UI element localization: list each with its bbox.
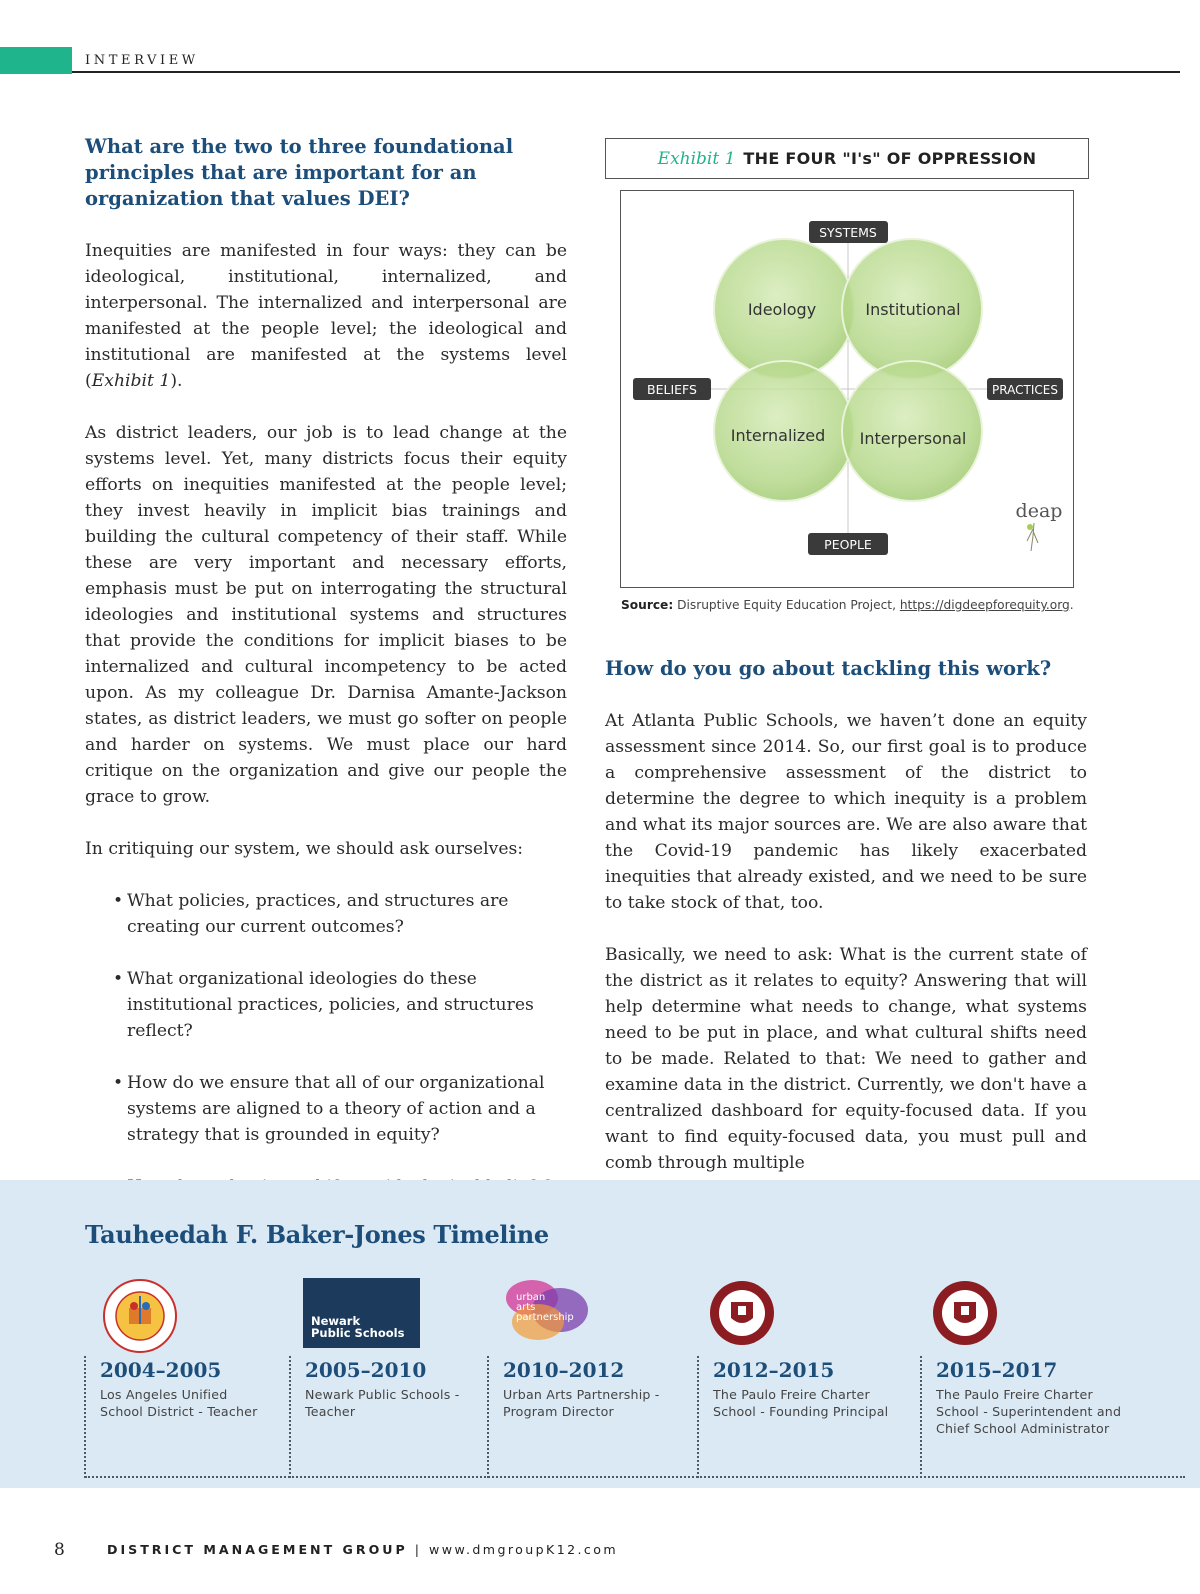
paragraph-1: Inequities are manifested in four ways: they can be ideological, institutional, internalized, and interpersonal. The internalized and interpersonal are manifested at the people level; the ideological and institutional are manifested at the systems level (Exhibit 1). xyxy=(85,241,567,391)
exhibit-title: THE FOUR "I's" OF OPPRESSION xyxy=(743,149,1037,168)
timeline-item xyxy=(289,1356,459,1478)
timeline-section xyxy=(0,1180,1200,1488)
page-number: 8 xyxy=(54,1540,65,1560)
paulo-freire-seal-logo-2 xyxy=(932,1280,998,1346)
urban-arts-partnership-logo xyxy=(502,1278,590,1348)
exhibit-diagram xyxy=(620,190,1074,588)
paragraph-2: As district leaders, our job is to lead change at the systems level. Yet, many districts focus their equity efforts on inequities manifested at the people level; they invest heavily in implicit bias trainings and building the cultural competency of their staff. While these are very important and necessary efforts, emphasis must be put on interrogating the structural ideologies and institutional systems and structures that provide the conditions for implicit biases to be internalized and cultural incompetency to be acted upon. As my colleague Dr. Darnisa Amante-Jackson states, as district leaders, we must go softer on people and harder on systems. We must place our hard critique on the organization and give our people the grace to grow. xyxy=(85,423,567,807)
left-column xyxy=(85,134,567,1226)
paulo-freire-seal-logo xyxy=(709,1280,775,1346)
timeline-description: Los Angeles Unified School District - Teacher xyxy=(100,1387,258,1419)
ideology-label: Ideology xyxy=(747,300,817,319)
svg-text:partnership: partnership xyxy=(516,1312,574,1323)
timeline-item xyxy=(487,1356,660,1478)
timeline-years: 2004–2005 xyxy=(100,1358,222,1382)
interpersonal-label: Interpersonal xyxy=(859,429,967,448)
systems-tag-text: SYSTEMS xyxy=(819,225,877,240)
svg-text:deap: deap xyxy=(1015,500,1063,522)
timeline-item xyxy=(697,1356,888,1478)
footer-url[interactable]: www.dmgroupK12.com xyxy=(429,1542,619,1557)
paragraph-3: In critiquing our system, we should ask ourselves: xyxy=(85,839,524,859)
timeline-title: Tauheedah F. Baker-Jones Timeline xyxy=(85,1220,549,1249)
list-item: • How do we ensure that all of our organizational systems are aligned to a theory of action and a strategy that is grounded in equity? xyxy=(113,1070,567,1148)
question-heading-1: What are the two to three foundational principles that are important for an organization that values DEI? xyxy=(85,135,514,210)
exhibit-title-box xyxy=(605,138,1089,179)
timeline-baseline xyxy=(85,1476,1185,1478)
question-list xyxy=(85,888,567,1200)
timeline-years: 2010–2012 xyxy=(503,1358,625,1382)
list-item: • What policies, practices, and structures are creating our current outcomes? xyxy=(113,888,567,940)
right-column xyxy=(605,656,1087,1176)
section-label: INTERVIEW xyxy=(85,53,199,68)
footer-org: DISTRICT MANAGEMENT GROUP xyxy=(107,1542,408,1557)
footer-text xyxy=(107,1542,618,1557)
list-item: • What organizational ideologies do these institutional practices, policies, and structures reflect? xyxy=(113,966,567,1044)
timeline-years: 2005–2010 xyxy=(305,1358,427,1382)
people-tag-text: PEOPLE xyxy=(824,537,872,552)
practices-tag-text: PRACTICES xyxy=(992,383,1058,397)
timeline-years: 2015–2017 xyxy=(936,1358,1058,1382)
header-rule xyxy=(72,71,1180,73)
exhibit-number: Exhibit 1 xyxy=(657,148,736,169)
timeline-description: Newark Public Schools - Teacher xyxy=(305,1387,460,1419)
timeline-description: The Paulo Freire Charter School - Superintendent and Chief School Administrator xyxy=(936,1387,1122,1436)
exhibit-reference: Exhibit 1 xyxy=(91,371,171,391)
beliefs-tag-text: BELIEFS xyxy=(647,382,697,397)
deep-logo xyxy=(1016,500,1063,551)
svg-text:urban: urban xyxy=(516,1292,546,1303)
timeline-item xyxy=(920,1356,1121,1478)
timeline-description: Urban Arts Partnership - Program Director xyxy=(503,1387,660,1419)
footer-separator: | xyxy=(414,1542,423,1557)
paragraph-5: Basically, we need to ask: What is the current state of the district as it relates to equity? Answering that will help determine what needs to change, what systems need to be put in place, and what cultural shifts need to be made. Related to that: We need to gather and examine data in the district. Currently, we don't have a centralized dashboard for equity-focused data. If you want to find equity-focused data, you must pull and comb through multiple xyxy=(605,945,1087,1173)
lausd-seal-logo xyxy=(102,1278,178,1354)
question-heading-2: How do you go about tackling this work? xyxy=(605,657,1052,680)
source-link[interactable]: https://digdeepforequity.org xyxy=(899,598,1070,612)
internalized-label: Internalized xyxy=(730,426,826,445)
timeline-years: 2012–2015 xyxy=(713,1358,835,1382)
institutional-label: Institutional xyxy=(865,300,961,319)
paragraph-4: At Atlanta Public Schools, we haven’t done an equity assessment since 2014. So, our first goal is to produce a comprehensive assessment of the district to determine the degree to which inequity is a problem and what its major sources are. We are also aware that the Covid-19 pandemic has likely exacerbated inequities that already existed, and we need to be sure to take stock of that, too. xyxy=(605,711,1087,913)
exhibit-source: Source: Disruptive Equity Education Project, https://digdeepforequity.org. xyxy=(621,598,1074,612)
newark-logo: Newark Public Schools xyxy=(303,1278,420,1348)
timeline-item xyxy=(84,1356,257,1478)
header-accent-bar xyxy=(0,47,72,74)
svg-text:arts: arts xyxy=(516,1302,536,1313)
timeline-description: The Paulo Freire Charter School - Founding Principal xyxy=(713,1387,889,1419)
